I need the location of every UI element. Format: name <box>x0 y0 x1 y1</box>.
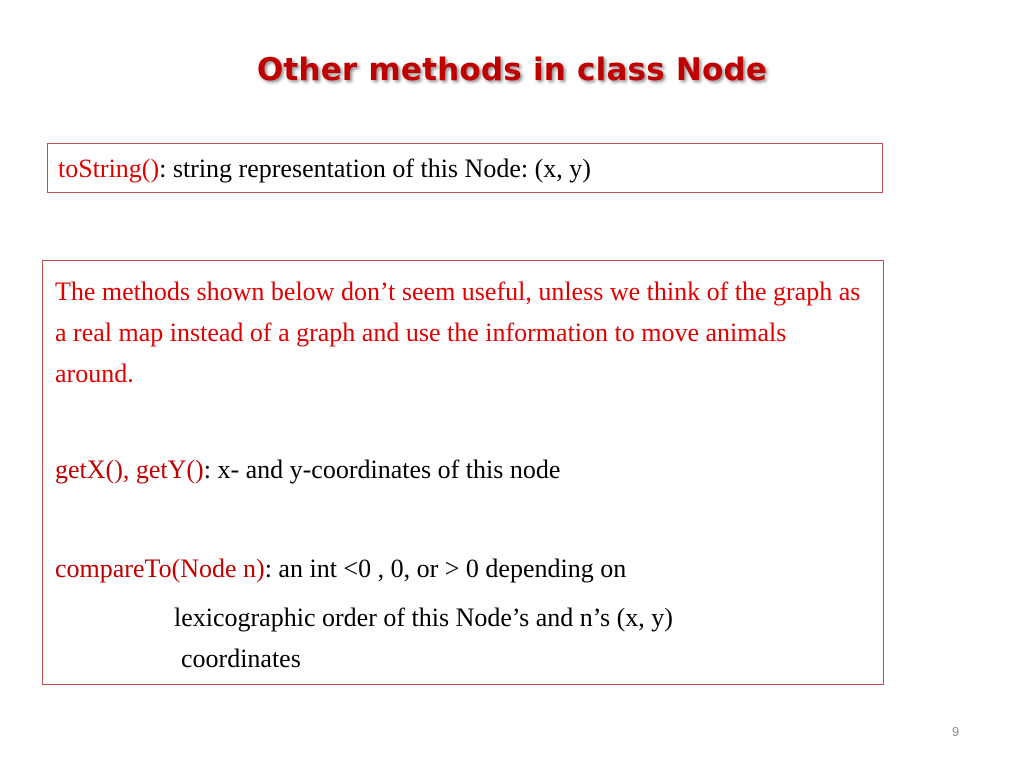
compareto-method: compareTo(Node n) <box>55 554 265 583</box>
compareto-continuation-2: coordinates <box>181 644 301 673</box>
tostring-box <box>47 143 883 193</box>
comma-separator: , <box>122 455 136 484</box>
compareto-line <box>55 553 626 585</box>
slide-title: Other methods in class Node <box>256 52 768 88</box>
getxy-description: : x- and y-coordinates of this node <box>203 455 561 484</box>
intro-paragraph: The methods shown below don’t seem useful, unless we think of the graph as a real map instead of a graph and use the information to move animals around. <box>55 277 861 388</box>
tostring-method: toString() <box>58 154 160 183</box>
compareto-continuation-1: lexicographic order of this Node’s and n’s (x, y) <box>174 603 673 632</box>
compareto-description: : an int <0 , 0, or > 0 depending on <box>264 554 627 583</box>
methods-box <box>42 260 884 685</box>
page-number: 9 <box>952 724 960 739</box>
getxy-line <box>55 454 560 486</box>
tostring-description: : string representation of this Node: (x, y) <box>159 154 591 183</box>
gety-method: getY() <box>135 455 204 484</box>
getx-method: getX() <box>55 455 123 484</box>
